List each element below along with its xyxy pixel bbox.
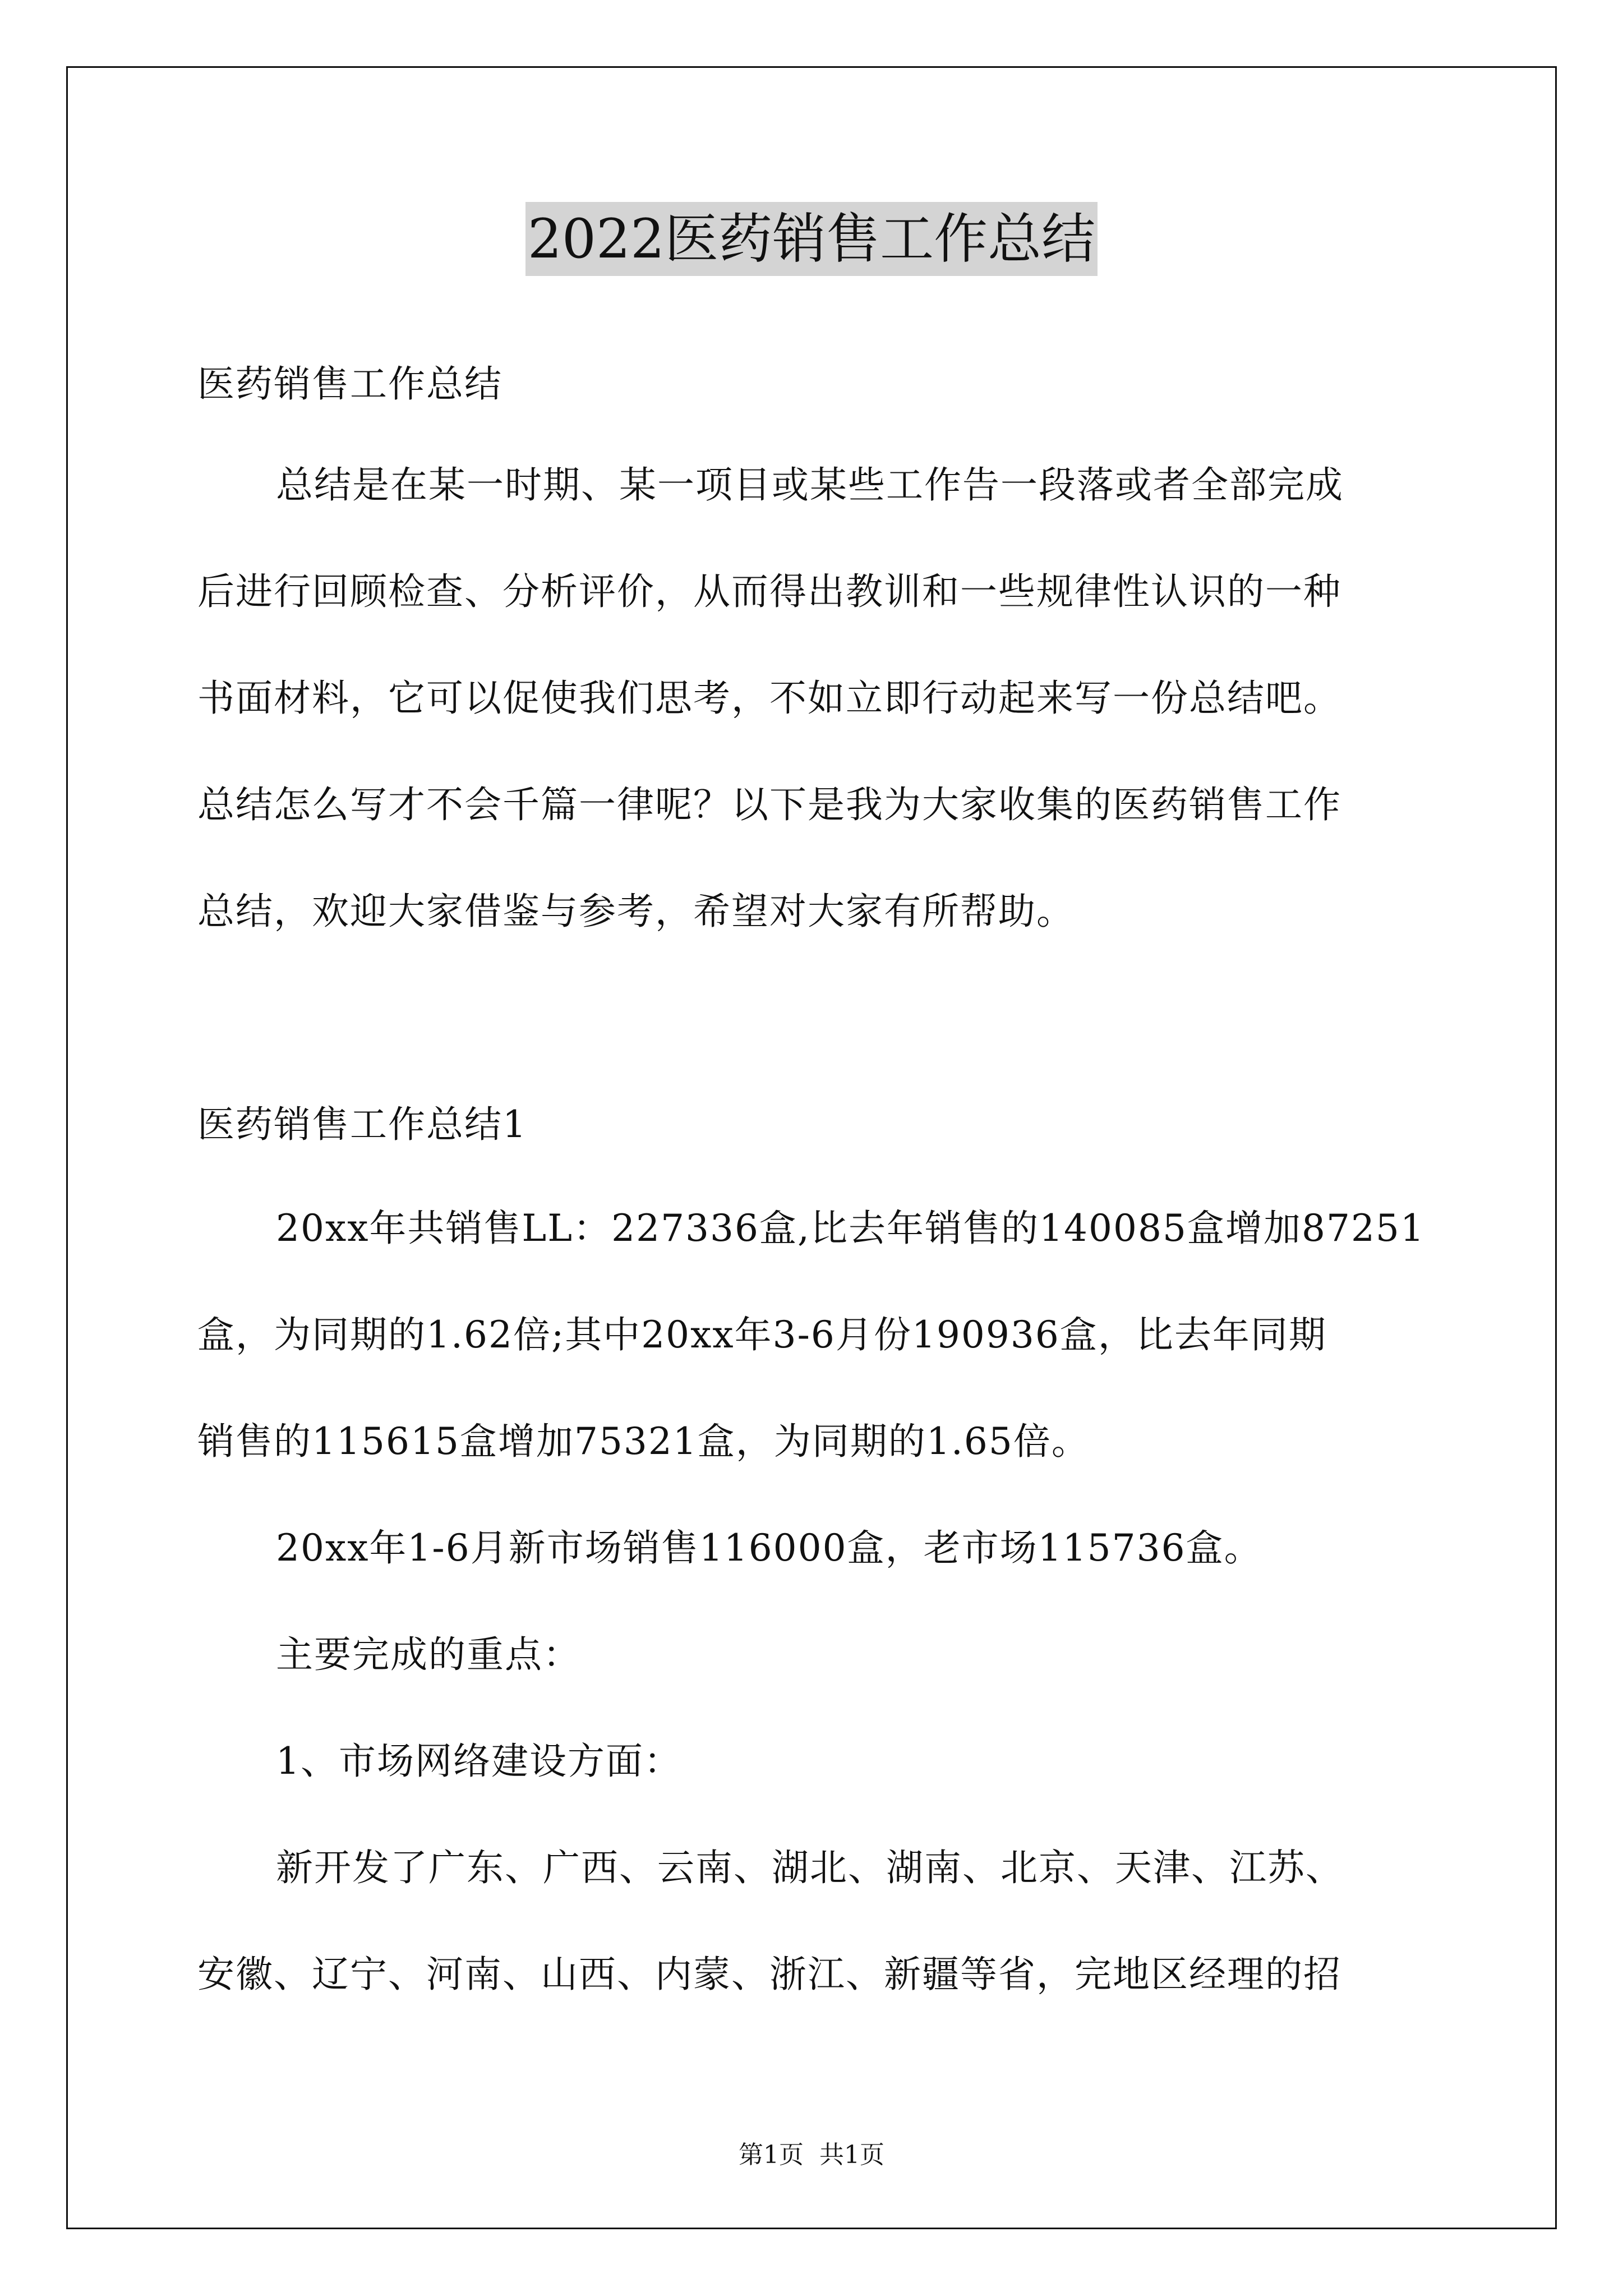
- page-total: 共1页: [819, 2141, 884, 2169]
- market-line: 20xx年1-6月新市场销售116000盒，老市场115736盒。: [276, 1526, 1262, 1570]
- item1-heading: 1、市场网络建设方面：: [276, 1740, 682, 1783]
- section1-line-3: 销售的115615盒增加75321盒，为同期的1.65倍。: [197, 1420, 1090, 1463]
- subtitle: 医药销售工作总结: [197, 362, 502, 406]
- intro-line-3: 书面材料，它可以促使我们思考，不如立即行动起来写一份总结吧。: [197, 677, 1341, 720]
- title-container: [0, 202, 1623, 276]
- intro-line-1: 总结是在某一时期、某一项目或某些工作告一段落或者全部完成: [276, 463, 1344, 507]
- item1-line-1: 新开发了广东、广西、云南、湖北、湖南、北京、天津、江苏、: [276, 1846, 1344, 1889]
- document-title: 2022医药销售工作总结: [525, 202, 1098, 276]
- intro-line-5: 总结，欢迎大家借鉴与参考，希望对大家有所帮助。: [197, 890, 1075, 933]
- page-number: 第1页: [739, 2141, 804, 2169]
- section1-line-2: 盒，为同期的1.62倍;其中20xx年3-6月份190936盒，比去年同期: [197, 1313, 1327, 1356]
- intro-line-4: 总结怎么写才不会千篇一律呢？以下是我为大家收集的医药销售工作: [197, 783, 1341, 826]
- section1-heading: 医药销售工作总结1: [197, 1103, 527, 1146]
- page-footer: [0, 2134, 1623, 2170]
- intro-line-2: 后进行回顾检查、分析评价，从而得出教训和一些规律性认识的一种: [197, 570, 1341, 613]
- section1-line-1: 20xx年共销售LL：227336盒,比去年销售的140085盒增加87251: [276, 1207, 1425, 1250]
- item1-line-2: 安徽、辽宁、河南、山西、内蒙、浙江、新疆等省，完地区经理的招: [197, 1953, 1341, 1996]
- key-points-heading: 主要完成的重点：: [276, 1633, 581, 1676]
